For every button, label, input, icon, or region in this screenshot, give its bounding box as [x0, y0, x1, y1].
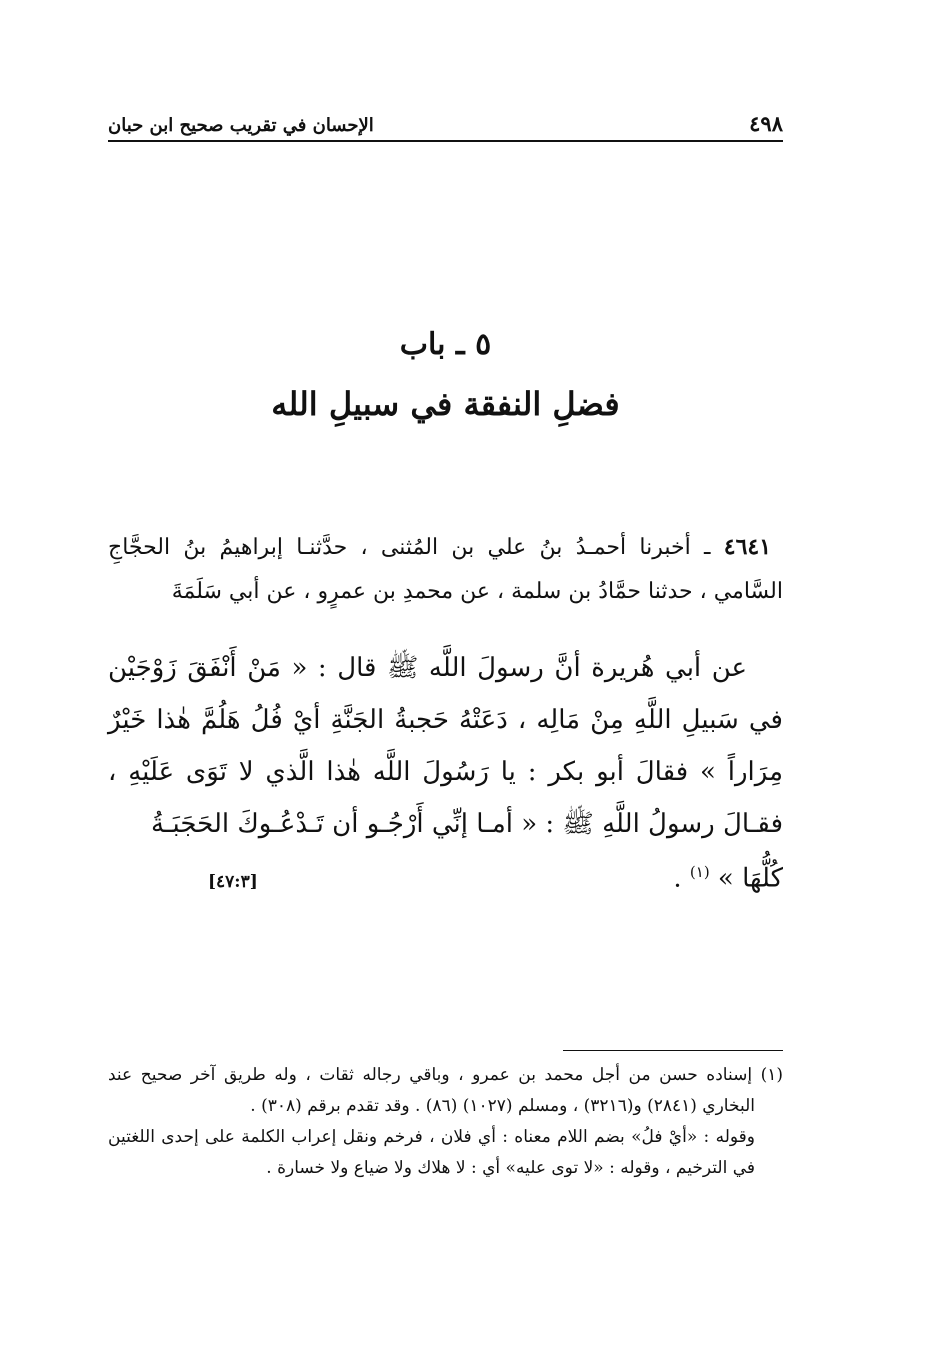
chapter-heading	[108, 320, 783, 430]
hadith-block	[108, 525, 783, 904]
footnote-divider	[563, 1050, 783, 1051]
hadith-matn-end	[108, 850, 783, 904]
page-number: ٤٩٨	[749, 111, 783, 136]
hadith-reference: [٤٧:٣]	[208, 871, 258, 892]
footnote-marker: (١)	[689, 863, 710, 881]
book-title: الإحسان في تقريب صحيح ابن حبان	[108, 115, 374, 136]
hadith-isnad	[108, 525, 783, 614]
matn-end-line	[673, 850, 783, 901]
chapter-number: ٥ ـ باب	[399, 327, 492, 362]
isnad-text: ـ أخبرنا أحمـدُ بنُ علي بن المُثنى ، حدَّثنـا إبراهيمُ بنُ الحجَّاجِ السَّامي ، حدثنا حمَّادُ بن سلمة ، عن محمدِ بن عمرٍو ، عن أبي سَلَمَةَ	[108, 535, 783, 604]
matn-end-text: كُلُّهَا »	[709, 863, 783, 894]
running-header	[108, 100, 783, 142]
matn-end-period: .	[673, 863, 682, 894]
footnote-1: (١) إسناده حسن من أجل محمد بن عمرو ، وباقي رجاله ثقات ، وله طريق آخر صحيح عند البخاري (٢٨٤١) و(٣٢١٦) ، ومسلم (١٠٢٧) (٨٦) . وقد تقدم برقم (٣٠٨) .	[108, 1065, 783, 1116]
hadith-number: ٤٦٤١	[723, 534, 772, 560]
hadith-matn: عن أبي هُريرة أنَّ رسولَ اللَّه ﷺ قال : « مَنْ أَنْفَقَ زَوْجَيْن في سَبيلِ اللَّهِ مِنْ مَالِه ، دَعَتْهُ حَجبةُ الجَنَّةِ أيْ فُلُ هَلُمَّ هٰذا خَيْرٌ مِرَاراً » فقالَ أبو بكر : يا رَسُولَ اللَّه هٰذا الَّذي لا تَوَى عَلَيْهِ ، فقـالَ رسولُ اللَّهِ ﷺ : « أمـا إنِّي أَرْجُـو أن تَـدْعُـوكَ الحَجَبَـةُ	[108, 653, 783, 839]
footnotes	[108, 1060, 783, 1184]
footnote-1-continuation: وقوله : «أيْ فلُ» بضم اللام معناه : أي فلان ، فرخم ونقل إعراب الكلمة على إحدى اللغتين في الترخيم ، وقوله : «لا توى عليه» أي : لا هلاك ولا ضياع ولا خسارة .	[108, 1127, 755, 1178]
chapter-title: فضلِ النفقة في سبيلِ الله	[271, 385, 620, 423]
